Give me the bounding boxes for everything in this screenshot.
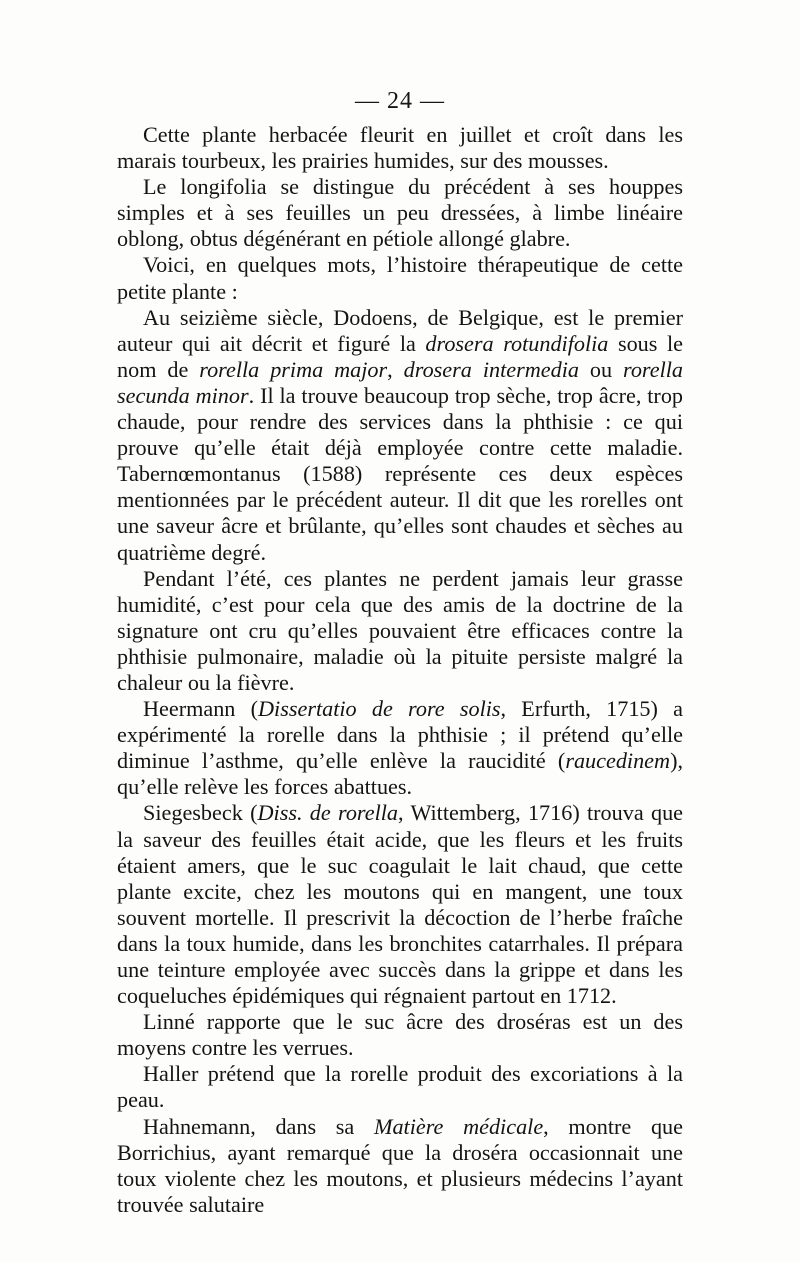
paragraph (117, 696, 683, 800)
text-segment: Siegesbeck ( (143, 800, 258, 826)
italic-term: rorella secunda minor (117, 356, 684, 408)
text-segment: Haller prétend que la rorelle produit des excoriations à la peau. (117, 1061, 683, 1113)
text-segment: . Il la trouve beaucoup trop sèche, trop âcre, trop chaude, pour rendre des services dans la phthisie : ce qui prouve qu’elle était déjà employée contre cette maladie. Tabernœmontanus (1588) représente ces deux espèces mentionnées par le précédent auteur. Il dit que les rorelles ont une saveur âcre et brûlante, qu’elles sont chaudes et sèches au quatrième degré. (117, 382, 684, 565)
text-segment: sous le nom de (117, 330, 683, 382)
italic-title: Matière médicale (373, 1113, 544, 1139)
page-number: — 24 — (355, 88, 445, 114)
text-segment: Linné rapporte que le suc âcre des droséras est un des moyens contre les verrues. (117, 1009, 683, 1061)
italic-title: Diss. de rorella (257, 800, 399, 826)
paragraph (117, 122, 683, 174)
text-segment: , Wittemberg, 1716) trouva que la saveur des feuilles était acide, que les fleurs et les fruits étaient amers, que le suc coagulait le lait chaud, que cette plante excite, chez les moutons qui en mangent, une toux souvent mortelle. Il prescrivit la décoction de l’herbe fraîche dans la toux humide, dans les bronchites catarrhales. Il prépara une teinture employée avec succès dans la grippe et dans les coqueluches épidémiques qui régnaient partout en 1712. (117, 800, 684, 1009)
text-segment: ), qu’elle relève les forces abattues. (117, 748, 683, 800)
paragraph (117, 1009, 683, 1061)
paragraph (117, 1114, 683, 1218)
text-segment: , (387, 356, 404, 382)
paragraph (117, 1061, 683, 1113)
paragraph (117, 800, 683, 1009)
text-segment: , Erfurth, 1715) a expérimenté la rorelle dans la phthisie ; il prétend qu’elle diminue l’asthme, qu’elle enlève la raucidité ( (117, 696, 683, 774)
paragraph (117, 252, 683, 304)
text-segment: Hahnemann, dans sa (143, 1113, 374, 1139)
italic-term: drosera rotundifolia (425, 330, 609, 356)
italic-title: Dissertatio de rore solis (258, 696, 501, 722)
paragraph (117, 566, 683, 696)
text-segment: , montre que Borrichius, ayant remarqué que la droséra occasionnait une toux violente chez les moutons, et plusieurs médecins l’ayant trouvée salutaire (117, 1113, 683, 1217)
text-segment: Le longifolia se distingue du précédent à ses houppes simples et à ses feuilles un peu dressées, à limbe linéaire oblong, obtus dégénérant en pétiole allongé glabre. (117, 174, 683, 252)
body-text (117, 122, 683, 1218)
text-segment: ou (578, 356, 624, 382)
text-segment: Voici, en quelques mots, l’histoire thérapeutique de cette petite plante : (117, 252, 683, 304)
paragraph (117, 305, 683, 566)
text-segment: Au seizième siècle, Dodoens, de Belgique, est le premier auteur qui ait décrit et figuré la (117, 304, 683, 356)
text-segment: Pendant l’été, ces plantes ne perdent jamais leur grasse humidité, c’est pour cela que des amis de la doctrine de la signature ont cru qu’elles pouvaient être efficaces contre la phthisie pulmonaire, maladie où la pituite persiste malgré la chaleur ou la fièvre. (117, 565, 683, 695)
italic-term: rorella prima major (199, 356, 388, 382)
italic-term: raucedinem (565, 748, 671, 774)
text-segment: Heermann ( (143, 696, 259, 722)
paragraph (117, 174, 683, 252)
text-segment: Cette plante herbacée fleurit en juillet et croît dans les marais tourbeux, les prairies humides, sur des mousses. (117, 122, 683, 174)
italic-term: drosera intermedia (403, 356, 579, 382)
